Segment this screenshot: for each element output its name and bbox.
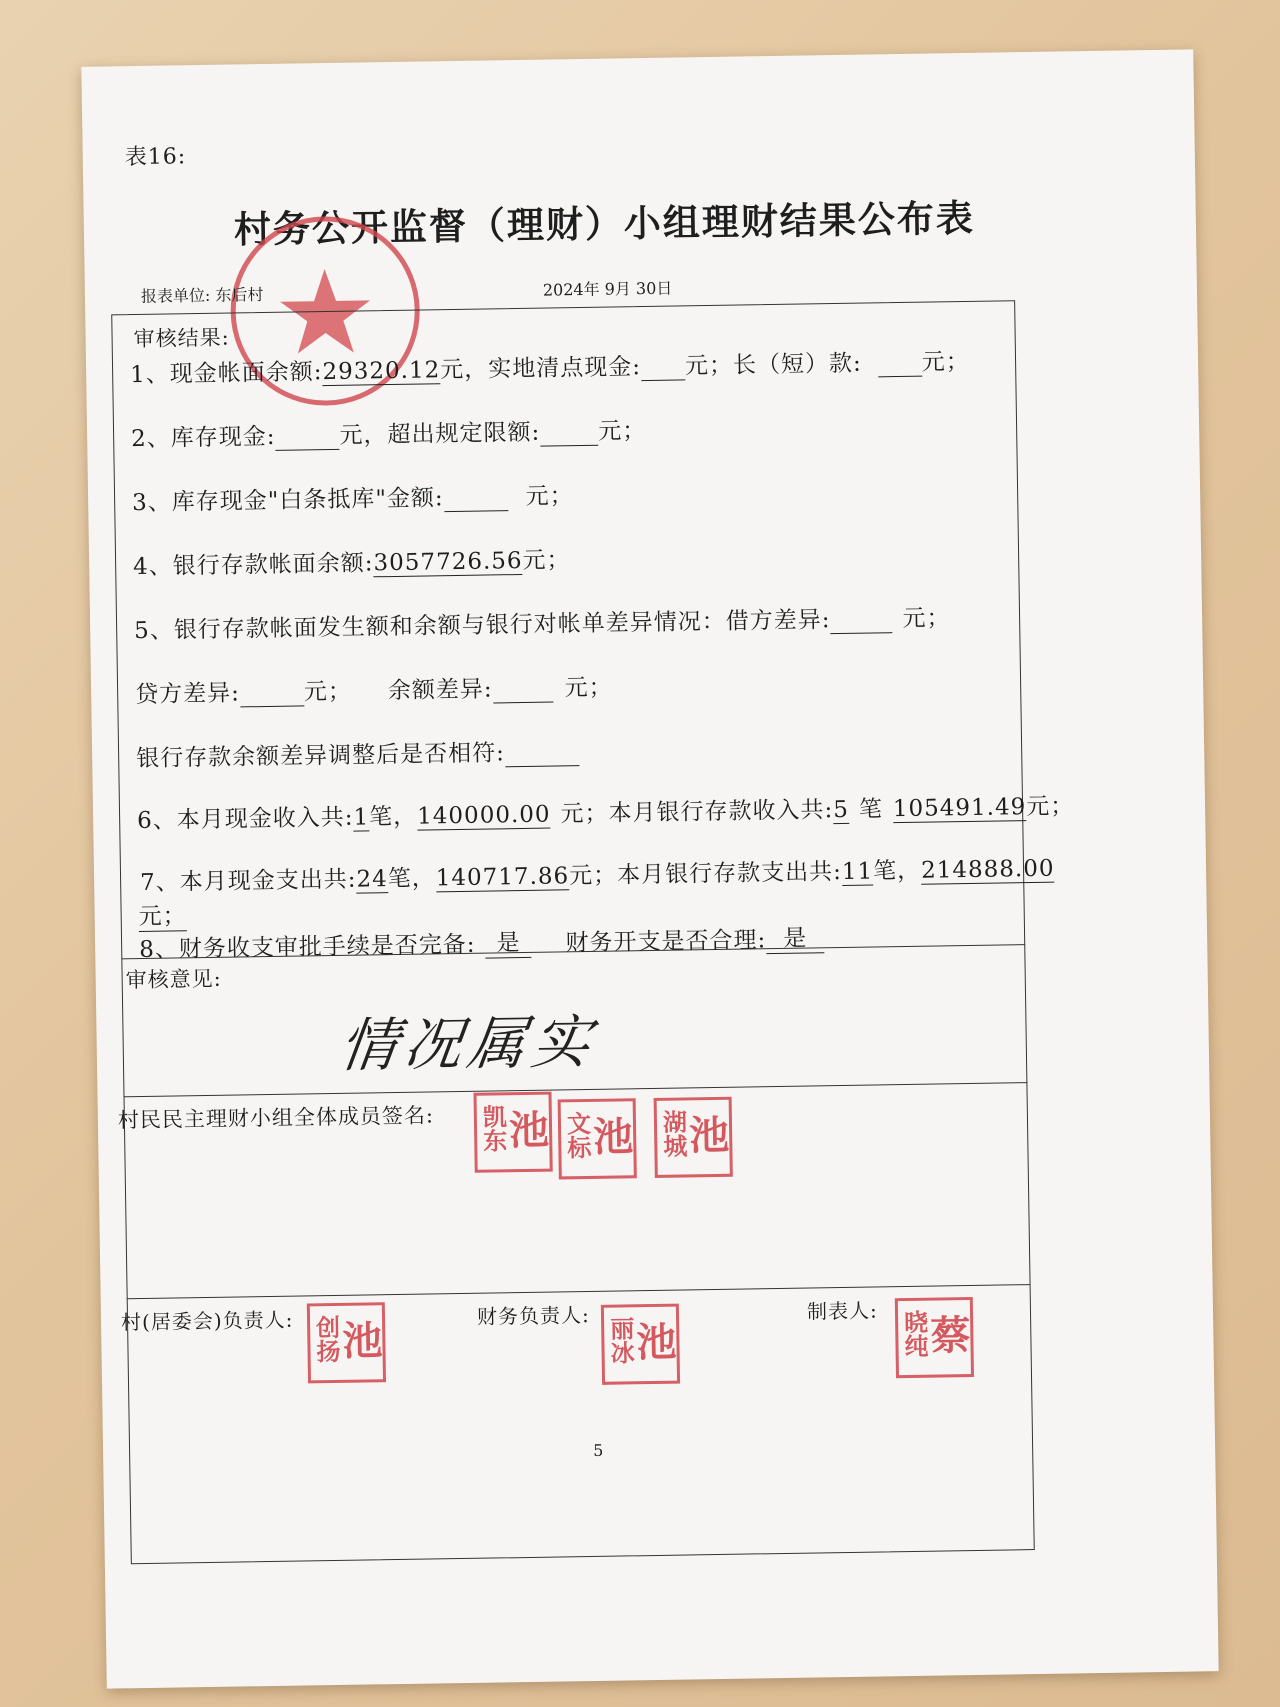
item-5-label: 5、银行存款帐面发生额和余额与银行对帐单差异情况：借方差异: bbox=[133, 607, 831, 645]
item-5-line-3 bbox=[136, 733, 579, 773]
preparer-label: 制表人: bbox=[806, 1298, 878, 1324]
item-6-text-b: 笔， bbox=[368, 803, 418, 831]
bank-expense-amount: 214888.00 bbox=[920, 855, 1055, 884]
bank-book-balance: 3057726.56 bbox=[373, 547, 523, 577]
item-7-line-2 bbox=[138, 897, 187, 932]
page-number: 5 bbox=[592, 1440, 604, 1460]
item-8-text-b: 财务开支是否合理: bbox=[565, 927, 767, 957]
item-8-label: 8、财务收支审批手续是否完备: bbox=[139, 931, 476, 964]
item-7-label: 7、本月现金支出共: bbox=[139, 866, 357, 897]
cash-expense-count: 24 bbox=[356, 866, 389, 893]
item-6-text-d: 笔 bbox=[858, 796, 884, 823]
item-3 bbox=[132, 477, 574, 517]
unit-value: 东后村 bbox=[215, 285, 264, 305]
preparer-seal bbox=[895, 1297, 974, 1378]
member-seal-1-surname: 池 bbox=[508, 1106, 550, 1155]
opinion-label: 审核意见: bbox=[125, 966, 222, 993]
village-head-label: 村(居委会)负责人: bbox=[120, 1307, 294, 1335]
bank-match-label: 银行存款余额差异调整后是否相符: bbox=[136, 740, 506, 773]
item-2-label: 2、库存现金: bbox=[130, 423, 276, 453]
member-seal-3 bbox=[654, 1097, 733, 1178]
members-label: 村民民主理财小组全体成员签名: bbox=[117, 1103, 435, 1133]
member-seal-3-name: 湖城 bbox=[662, 1107, 688, 1161]
member-seal-3-surname: 池 bbox=[688, 1111, 730, 1160]
member-seal-2-name: 文标 bbox=[566, 1108, 592, 1163]
balance-diff-label: 余额差异: bbox=[387, 676, 493, 705]
cash-income-count: 1 bbox=[353, 804, 370, 831]
blank-iou bbox=[443, 484, 507, 512]
finance-head-seal-name: 丽冰 bbox=[609, 1314, 635, 1368]
item-1-text-c: 元；长（短）款: bbox=[684, 350, 862, 380]
blank-bank-match bbox=[505, 739, 579, 767]
member-seal-2 bbox=[558, 1098, 637, 1179]
blank-stock-cash bbox=[275, 423, 339, 451]
member-seal-1 bbox=[473, 1092, 552, 1173]
item-5-text-f: 元； bbox=[564, 674, 613, 702]
item-6-text-c: 元；本月银行存款收入共: bbox=[560, 797, 834, 828]
item-1-label: 1、现金帐面余额: bbox=[129, 359, 323, 389]
item-3-text-b: 元； bbox=[525, 483, 574, 510]
item-5-text-d: 元； bbox=[303, 678, 353, 706]
blank-over-limit bbox=[540, 419, 598, 447]
item-2-text-b: 元，超出规定限额: bbox=[339, 419, 541, 449]
item-4 bbox=[133, 541, 571, 581]
item-1-text-d: 元； bbox=[921, 348, 970, 376]
finance-head-seal-surname: 池 bbox=[636, 1318, 677, 1367]
finance-head-label: 财务负责人: bbox=[476, 1303, 590, 1329]
bank-expense-count: 11 bbox=[841, 858, 874, 885]
audit-result-label: 审核结果: bbox=[133, 325, 230, 352]
item-5-text-b: 元； bbox=[902, 605, 951, 633]
item-4-label: 4、银行存款帐面余额: bbox=[132, 550, 374, 581]
cash-income-amount: 140000.00 bbox=[416, 801, 551, 830]
item-6-label: 6、本月现金收入共: bbox=[136, 804, 354, 835]
item-2-text-c: 元； bbox=[598, 418, 647, 445]
item-1-text-b: 元，实地清点现金: bbox=[440, 354, 642, 384]
page-title: 村务公开监督（理财）小组理财结果公布表 bbox=[233, 195, 976, 252]
member-seal-2-surname: 池 bbox=[592, 1113, 634, 1161]
form-number: 表16: bbox=[124, 144, 187, 171]
unit-row bbox=[141, 282, 264, 307]
bank-income-count: 5 bbox=[833, 796, 850, 824]
item-7-text-b: 笔， bbox=[387, 865, 436, 893]
blank-balance-diff bbox=[492, 676, 552, 704]
document-sheet bbox=[81, 49, 1218, 1688]
village-head-seal bbox=[307, 1302, 386, 1383]
item-6-text-e: 元； bbox=[1026, 793, 1075, 821]
item-7-text-d: 笔， bbox=[872, 857, 922, 885]
village-head-seal-surname: 池 bbox=[342, 1317, 383, 1365]
opinion-handwriting: 情况属实 bbox=[335, 1007, 601, 1080]
unit-label: 报表单位: bbox=[140, 285, 211, 306]
member-seal-1-name: 凯东 bbox=[482, 1102, 508, 1156]
cash-expense-amount: 140717.86 bbox=[435, 863, 570, 892]
item-7-text-e: 元； bbox=[138, 897, 187, 932]
blank-credit-diff bbox=[240, 679, 304, 707]
item-7-text-c: 元；本月银行存款支出共: bbox=[568, 858, 843, 890]
report-date: 2024年 9月 30日 bbox=[542, 278, 673, 300]
bank-income-amount: 105491.49 bbox=[892, 794, 1027, 823]
preparer-seal-surname: 蔡 bbox=[930, 1312, 971, 1360]
village-head-seal-name: 创扬 bbox=[315, 1312, 341, 1367]
finance-head-seal bbox=[601, 1304, 680, 1385]
approval-complete-value: 是 bbox=[485, 924, 532, 959]
credit-diff-label: 贷方差异: bbox=[135, 680, 241, 709]
blank-long-short bbox=[878, 350, 922, 378]
expense-reasonable-value: 是 bbox=[766, 919, 825, 954]
preparer-seal-name: 晓纯 bbox=[903, 1307, 929, 1362]
item-3-label: 3、库存现金"白条抵库"金额: bbox=[131, 485, 444, 517]
blank-debit-diff bbox=[830, 606, 892, 634]
blank-cash-count bbox=[641, 353, 685, 381]
cash-book-balance: 29320.12 bbox=[322, 357, 441, 386]
item-4-text-b: 元； bbox=[522, 547, 571, 574]
